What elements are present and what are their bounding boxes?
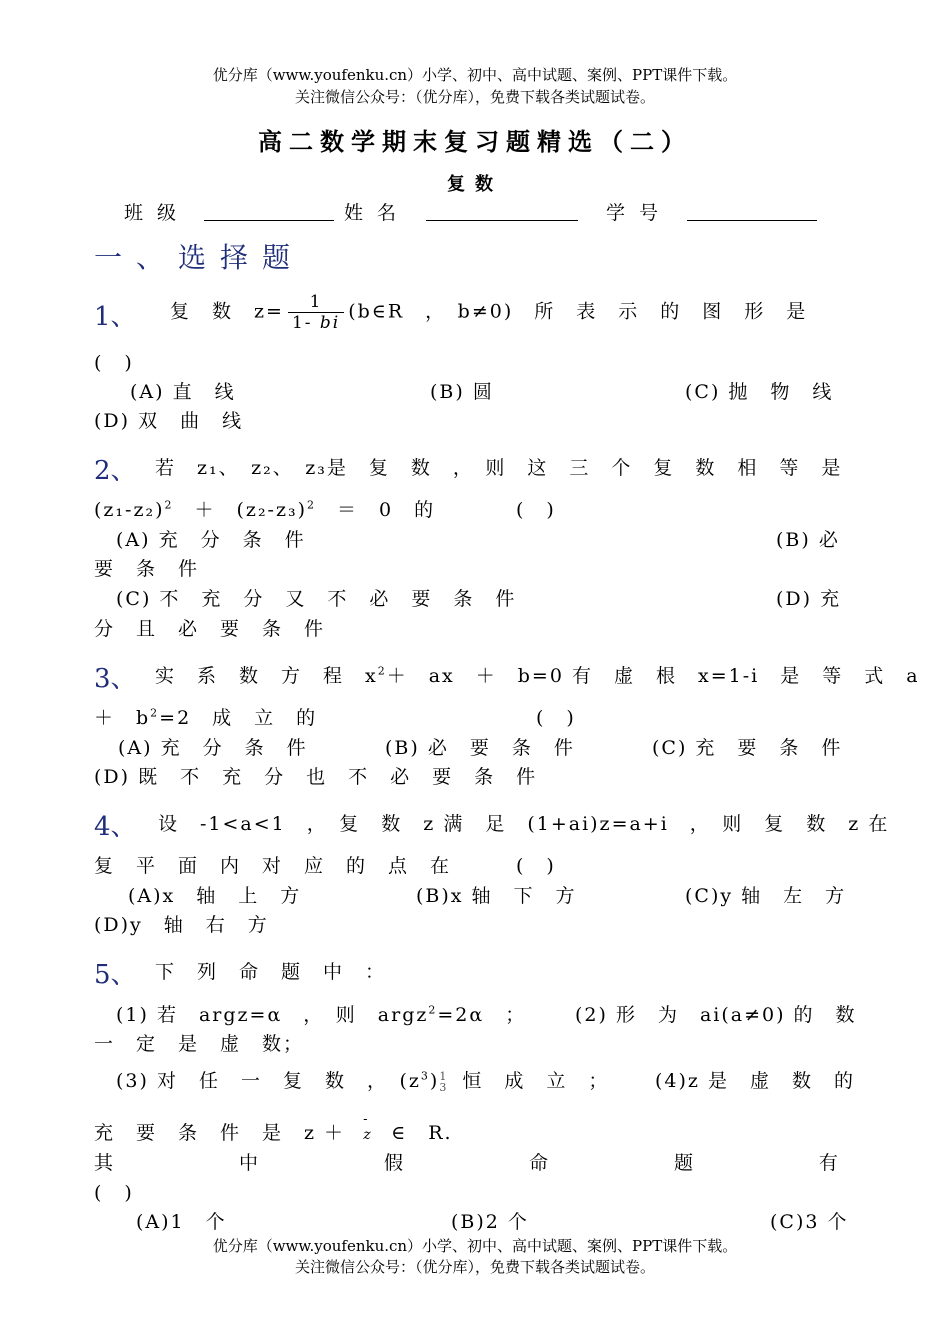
q5-option-b[interactable]: (B)2 个 [451,1211,529,1233]
q5-paren: ( ) [94,1182,134,1204]
q4-option-b[interactable]: (B)x 轴 下 方 [416,885,577,907]
q3-number: 3、 [94,664,137,694]
q4-stem-line2: 复 平 面 内 对 应 的 点 在 [94,855,452,877]
q1-fraction [288,292,344,333]
q4-number: 4、 [94,812,137,842]
q5-statement-1: (1) 若 argz=α ， 则 argz$^2$=2α ； [116,1003,527,1026]
q1-rest: (b∈R ， b≠0) 所 表 示 的 图 形 是 [348,300,808,323]
q2-expr-b: (z₂-z₃) [236,499,308,521]
q5-stem: 下 列 命 题 中 ： [155,961,387,983]
q2-expr-a: (z₁-z₂) [94,499,165,521]
q5-statement-4: (4)z 是 虚 数 的 [655,1070,855,1092]
q3-option-b[interactable]: (B) 必 要 条 件 [385,737,575,759]
class-blank[interactable] [204,202,334,221]
q2-option-c[interactable]: (C) 不 充 分 又 不 必 要 条 件 [116,588,517,610]
q5-statement-2-cont: 一 定 是 虚 数； [94,1033,305,1055]
q1-option-b[interactable]: (B) 圆 [430,381,494,403]
q1-option-c[interactable]: (C) 抛 物 线 [685,381,834,403]
page-footer-line2: 关注微信公众号：（优分库），免费下载各类试题试卷。 [294,1258,655,1276]
id-blank[interactable] [687,202,817,221]
q1-stem [170,292,807,333]
q3-option-c[interactable]: (C) 充 要 条 件 [652,737,843,759]
q3-stem-line1: 实 系 数 方 程 $x^2+$ ax ＋ b=0 有 虚 根 x=1-i 是 等 式 a [155,664,920,687]
q3-paren: ( ) [536,707,576,729]
q5-option-c[interactable]: (C)3 个 [770,1211,849,1233]
q2-paren: ( ) [516,499,556,521]
page-title: 高二数学期末复习题精选（二） [258,127,692,156]
q2-stem-line2: $(z_1-z_2)^2$ ＋ $(z_2-z_3)^2$ ＝ 0 的 [94,498,436,521]
q5-exponent-fraction: 1 3 [439,1070,449,1094]
q4-option-c[interactable]: (C)y 轴 左 方 [685,885,847,907]
q2-option-a[interactable]: (A) 充 分 条 件 [116,529,306,551]
q5-number: 5、 [94,960,137,990]
q2-option-d-cont[interactable]: 分 且 必 要 条 件 [94,618,326,640]
q2-option-b-cont[interactable]: 要 条 件 [94,558,200,580]
q5-statement-3: (3) 对 任 一 复 数 ， $(z^3)1$ 3 恒 成 立 ； [116,1069,610,1094]
class-label: 班级 [124,202,191,224]
q3-stem-line2: ＋ $b^2=2$ 成 立 的 [94,706,318,729]
q1-frac-num: 1 [288,292,344,313]
q5-statement-4-cont: 充 要 条 件 是 z ＋ - z ∈ R. [94,1112,453,1144]
q1-lead: 复 数 z= [170,300,284,323]
q4-stem-line1: 设 -1<a<1 ， 复 数 z 满 足 (1+ai)z=a+i ， 则 复 数 z 在 [158,813,890,835]
q3-option-a[interactable]: (A) 充 分 条 件 [118,737,308,759]
section-heading: 一、选择题 [94,241,305,274]
q2-option-b[interactable]: (B) 必 [776,529,840,551]
q1-paren: ( ) [94,352,134,374]
q5-question-line: 其 中 假 命 题 有 [94,1152,838,1174]
name-blank[interactable] [426,202,578,221]
page-subtitle: 复数 [447,174,503,195]
page-header-line1: 优分库（www.youfenku.cn）小学、初中、高中试题、案例、PPT课件下载。 [212,66,738,84]
page-footer-line1: 优分库（www.youfenku.cn）小学、初中、高中试题、案例、PPT课件下载。 [212,1237,738,1255]
page-header-line2: 关注微信公众号：（优分库），免费下载各类试题试卷。 [294,88,655,106]
q1-frac-den: 1- bi [291,313,341,333]
q1-number: 1、 [94,302,137,332]
q1-option-a[interactable]: (A) 直 线 [130,381,236,403]
q4-option-a[interactable]: (A)x 轴 上 方 [128,885,302,907]
q2-option-d[interactable]: (D) 充 [776,588,842,610]
q2-stem-line1: 若 z₁、 z₂、 z₃是 复 数 ， 则 这 三 个 复 数 相 等 是 [155,457,843,479]
q5-statement-2: (2) 形 为 ai(a≠0) 的 数 [575,1004,857,1026]
z-conjugate: - z [363,1112,373,1143]
q4-option-d[interactable]: (D)y 轴 右 方 [94,914,269,936]
q4-paren: ( ) [516,855,556,877]
id-label: 学号 [606,202,673,224]
q2-number: 2、 [94,456,137,486]
q1-option-d[interactable]: (D) 双 曲 线 [94,410,244,432]
name-label: 姓名 [344,202,411,224]
q3-option-d[interactable]: (D) 既 不 充 分 也 不 必 要 条 件 [94,766,538,788]
q5-option-a[interactable]: (A)1 个 [136,1211,227,1233]
